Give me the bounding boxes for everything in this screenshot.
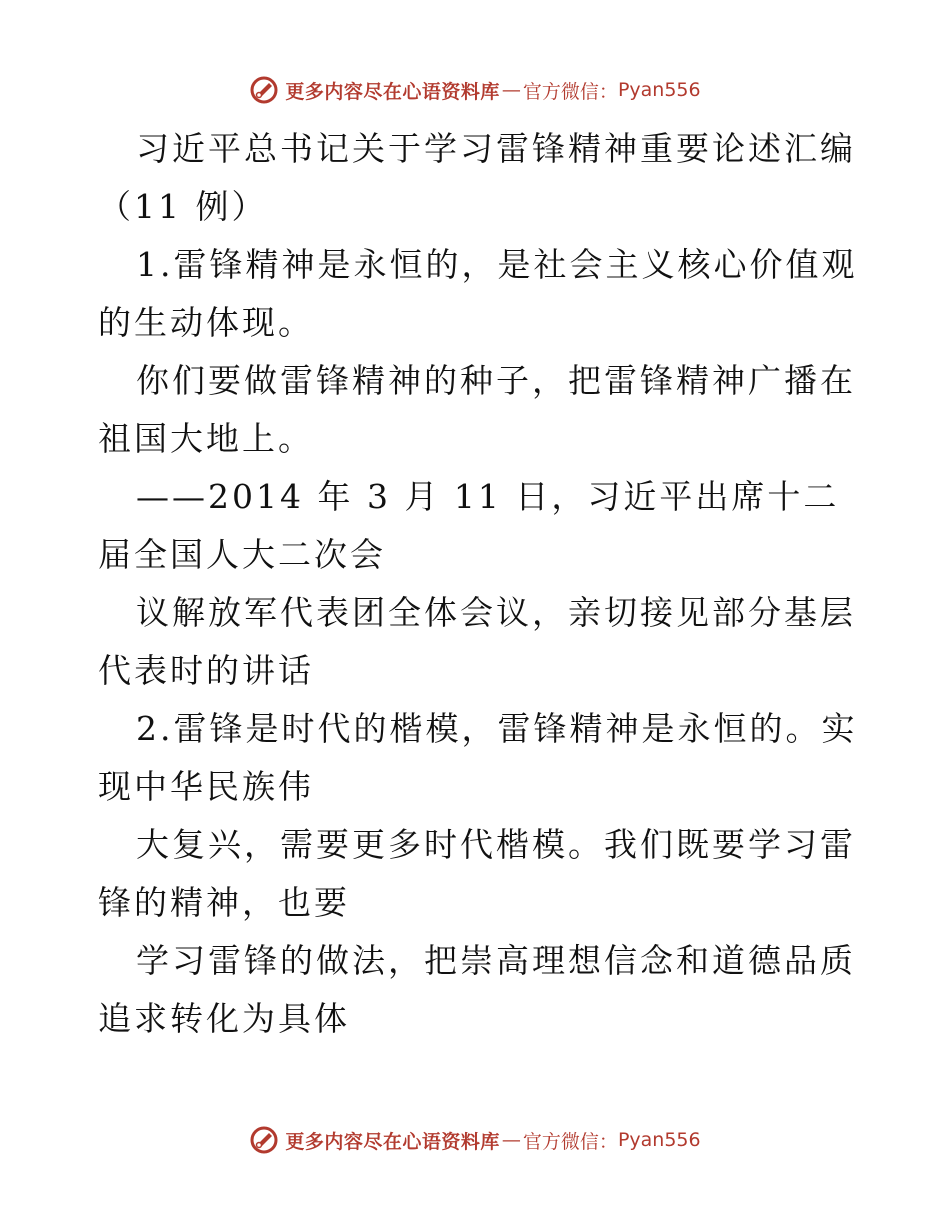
- paragraph: 2.雷锋是时代的楷模，雷锋精神是永恒的。实现中华民族伟: [98, 709, 858, 806]
- watermark-text: 更多内容尽在心语资料库: [285, 1130, 500, 1153]
- footer-watermark: [0, 1120, 950, 1160]
- document-title: 习近平总书记关于学习雷锋精神重要论述汇编（11 例）: [98, 129, 856, 226]
- watermark-text: 更多内容尽在心语资料库: [285, 80, 500, 103]
- paragraph: 议解放军代表团全体会议，亲切接见部分基层代表时的讲话: [98, 593, 856, 690]
- paragraph: 你们要做雷锋精神的种子，把雷锋精神广播在祖国大地上。: [98, 361, 856, 458]
- watermark-dash: —: [501, 79, 521, 101]
- paragraph: 大复兴，需要更多时代楷模。我们既要学习雷锋的精神，也要: [98, 825, 856, 922]
- watermark-contact-id: Pyan556: [617, 79, 701, 101]
- paragraph: 学习雷锋的做法，把崇高理想信念和道德品质追求转化为具体: [98, 941, 856, 1038]
- header-watermark: [0, 70, 950, 110]
- document-body: [98, 120, 858, 1048]
- paragraph: 1.雷锋精神是永恒的，是社会主义核心价值观的生动体现。: [98, 245, 858, 342]
- brand-logo-icon: [249, 75, 279, 105]
- brand-logo-icon: [249, 1125, 279, 1155]
- paragraph: ——2014 年 3 月 11 日，习近平出席十二届全国人大二次会: [98, 477, 840, 574]
- watermark-dash: —: [501, 1129, 521, 1151]
- watermark-contact-id: Pyan556: [617, 1129, 701, 1151]
- watermark-contact-label: 官方微信：: [522, 1130, 618, 1153]
- watermark-contact-label: 官方微信：: [522, 80, 618, 103]
